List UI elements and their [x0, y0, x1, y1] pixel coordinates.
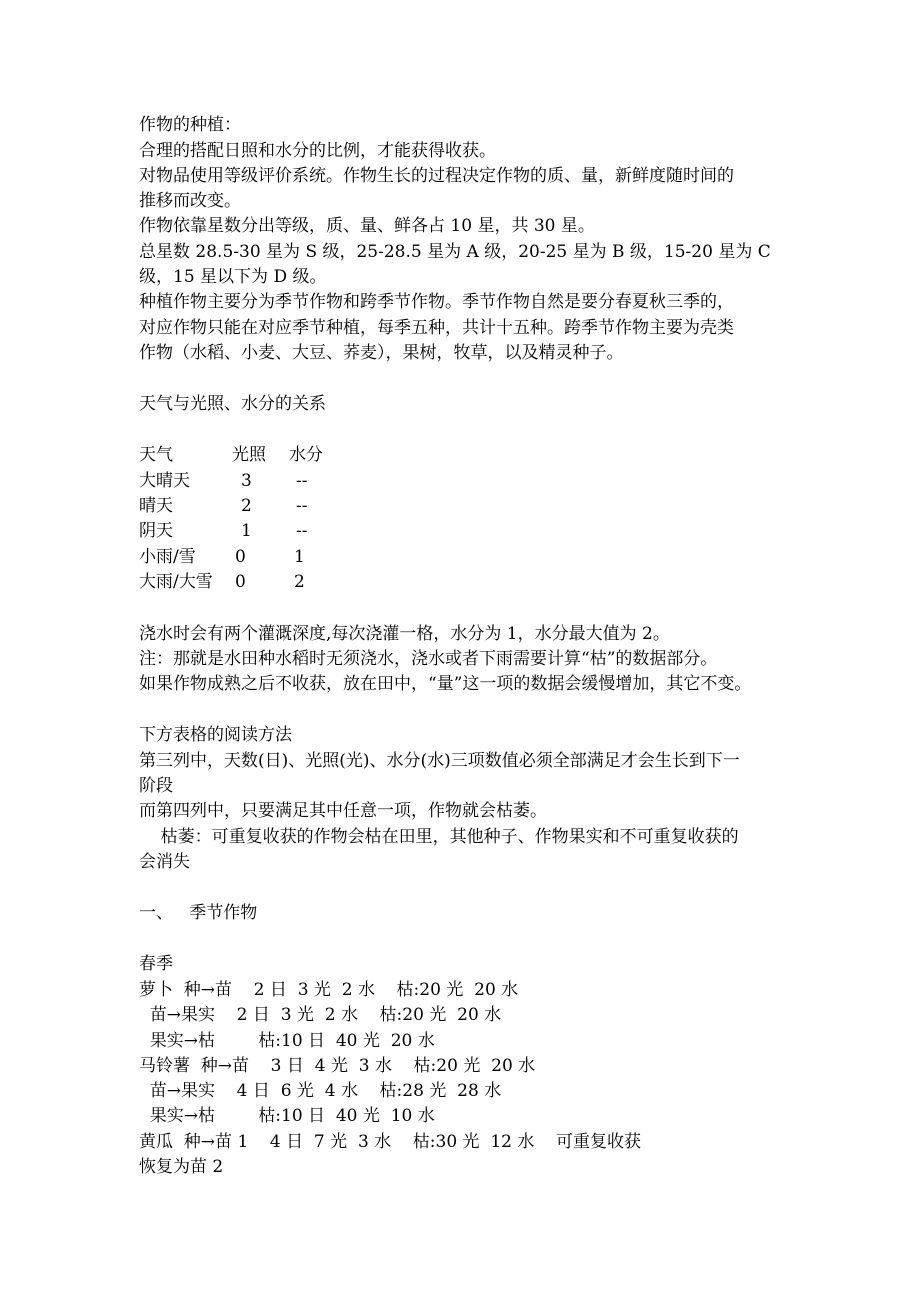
intro-line: 种植作物主要分为季节作物和跨季节作物。季节作物自然是要分春夏秋三季的， [139, 292, 734, 312]
weather-cell: 小雨/雪 [139, 547, 196, 567]
light-cell: 1 [241, 521, 252, 541]
crop-line: 黄瓜 种→苗 1 4 日 7 光 3 水 枯:30 光 12 水 可重复收获 [139, 1132, 641, 1152]
intro-line: 级，15 星以下为 D 级。 [139, 267, 327, 287]
crop-line: 苗→果实 2 日 3 光 2 水 枯:20 光 20 水 [139, 1005, 502, 1025]
weather-table-row [139, 494, 308, 518]
water-cell: -- [296, 496, 308, 516]
intro-line: 对应作物只能在对应季节种植，每季五种，共计十五种。跨季节作物主要为壳类 [139, 318, 734, 338]
note-line: 浇水时会有两个灌溉深度,每次浇灌一格，水分为 1，水分最大值为 2。 [139, 624, 670, 644]
crop-line: 恢复为苗 2 [139, 1157, 224, 1177]
reading-line: 会消失 [139, 852, 190, 872]
water-cell: -- [296, 471, 308, 491]
weather-cell: 晴天 [139, 496, 173, 516]
note-line: 注：那就是水田种水稻时无须浇水，浇水或者下雨需要计算“枯”的数据部分。 [139, 649, 718, 669]
intro-line: 合理的搭配日照和水分的比例，才能获得收获。 [139, 141, 496, 161]
weather-cell: 阴天 [139, 521, 173, 541]
water-cell: 1 [294, 547, 305, 567]
weather-cell: 大雨/大雪 [139, 572, 213, 592]
header-light: 光照 [232, 445, 266, 465]
reading-line: 而第四列中，只要满足其中任意一项，作物就会枯萎。 [139, 801, 547, 821]
light-cell: 3 [241, 471, 252, 491]
intro-heading: 作物的种植： [139, 115, 241, 135]
intro-line: 作物（水稻、小麦、大豆、荞麦），果树，牧草，以及精灵种子。 [139, 343, 624, 363]
reading-line: 阶段 [139, 776, 173, 796]
light-cell: 2 [241, 496, 252, 516]
reading-title: 下方表格的阅读方法 [139, 725, 292, 745]
crop-line: 马铃薯 种→苗 3 日 4 光 3 水 枯:20 光 20 水 [139, 1056, 536, 1076]
note-line: 如果作物成熟之后不收获，放在田中，“量”这一项的数据会缓慢增加，其它不变。 [139, 674, 752, 694]
weather-title: 天气与光照、水分的关系 [139, 394, 326, 414]
water-cell: -- [296, 521, 308, 541]
crop-line: 苗→果实 4 日 6 光 4 水 枯:28 光 28 水 [139, 1081, 502, 1101]
weather-table-header [139, 443, 323, 467]
weather-table-row [139, 469, 308, 493]
crop-line: 果实→枯 枯:10 日 40 光 20 水 [139, 1031, 435, 1051]
weather-cell: 大晴天 [139, 471, 190, 491]
season-title: 春季 [139, 954, 173, 974]
intro-line: 总星数 28.5-30 星为 S 级，25-28.5 星为 A 级，20-25 星为 B 级，15-20 星为 C [139, 242, 771, 262]
reading-line: 枯萎：可重复收获的作物会枯在田里，其他种子、作物果实和不可重复收获的 [139, 827, 739, 847]
water-cell: 2 [294, 572, 305, 592]
crop-line: 萝卜 种→苗 2 日 3 光 2 水 枯:20 光 20 水 [139, 980, 519, 1000]
light-cell: 0 [235, 572, 246, 592]
weather-table-row [139, 545, 305, 569]
header-weather: 天气 [139, 445, 173, 465]
weather-table-row [139, 519, 308, 543]
header-water: 水分 [289, 445, 323, 465]
intro-line: 对物品使用等级评价系统。作物生长的过程决定作物的质、量，新鲜度随时间的 [139, 166, 734, 186]
crop-line: 果实→枯 枯:10 日 40 光 10 水 [139, 1106, 435, 1126]
section-title: 一、 季节作物 [139, 903, 258, 923]
intro-line: 推移而改变。 [139, 191, 241, 211]
light-cell: 0 [235, 547, 246, 567]
weather-table-row [139, 570, 305, 594]
reading-line: 第三列中，天数(日)、光照(光)、水分(水)三项数值必须全部满足才会生长到下一 [139, 751, 740, 771]
intro-line: 作物依靠星数分出等级，质、量、鲜各占 10 星，共 30 星。 [139, 216, 595, 236]
